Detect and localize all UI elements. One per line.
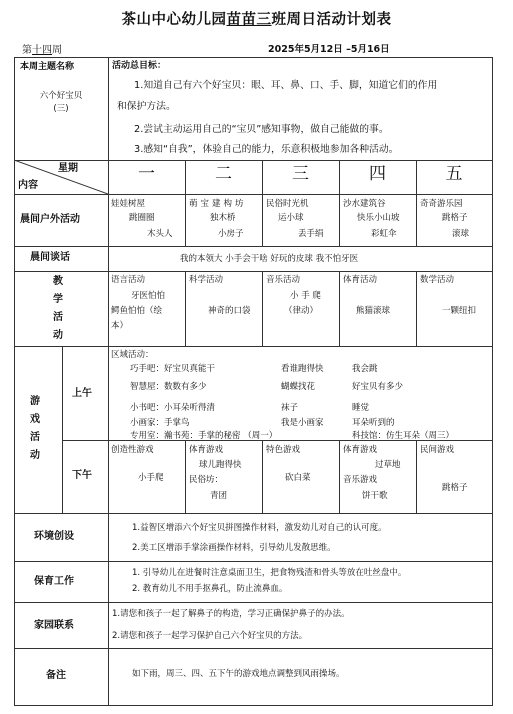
care-label: 保育工作 [34, 576, 74, 587]
area-item: 我是小画家 [281, 418, 324, 428]
teaching-tue: 神奇的口袋 [208, 306, 251, 316]
col-line [262, 440, 263, 513]
area-item: 耳朵听到的 [352, 418, 395, 428]
pm-fri: 民间游戏 [420, 445, 455, 455]
col-line [185, 440, 186, 513]
games-label-char: 戏 [30, 414, 40, 425]
area-item: 专用室：瀚书苑：手掌的秘密 （周一） [130, 431, 278, 441]
col-line [492, 57, 493, 705]
games-label-char: 游 [30, 396, 40, 407]
pm-tue: 球儿跑得快 [199, 460, 242, 470]
row-line [14, 346, 493, 347]
theme-label: 本周主题名称 [20, 62, 75, 72]
area-item: 小画家：手掌鸟 [130, 418, 190, 428]
outdoor-thu: 快乐小山坡 [357, 213, 400, 223]
row-line [14, 561, 493, 562]
area-item: 智慧屋：数数有多少 [130, 382, 207, 392]
outdoor-fri: 奇奇游乐园 [420, 199, 463, 209]
family-label: 家园联系 [34, 620, 74, 631]
teaching-mon: 本） [111, 321, 129, 331]
area-item: 看谁跑得快 [281, 364, 324, 374]
pm-thu: 饼干歌 [362, 491, 388, 501]
row-line [14, 602, 493, 603]
outdoor-tue: 小房子 [218, 229, 244, 239]
games-label-char: 活 [30, 432, 40, 443]
pm-fri: 跳格子 [442, 483, 468, 493]
title-school: 茶山中心幼儿园 [121, 11, 227, 28]
outdoor-fri: 跳格子 [442, 213, 468, 223]
pm-thu: 过草地 [375, 460, 401, 470]
col-line [416, 271, 417, 346]
week-prefix: 第 [22, 45, 32, 56]
row-line [14, 194, 493, 195]
weekday-label: 星期 [58, 163, 78, 174]
pm-mon: 小手爬 [138, 473, 164, 483]
outdoor-fri: 滚球 [452, 229, 470, 239]
pm-wed: 砍白菜 [285, 473, 311, 483]
area-item: 袜子 [281, 403, 299, 413]
teaching-wed: （律动） [284, 306, 319, 316]
outdoor-mon: 娃娃树屋 [111, 199, 146, 209]
teaching-wed: 小 手 爬 [290, 291, 321, 301]
area-item: 巧手吧：好宝贝真能干 [130, 364, 216, 374]
teaching-mon: 鳄鱼怕怕（绘 [111, 306, 163, 316]
afternoon-label: 下午 [72, 470, 92, 481]
family-line: 1.请您和孩子一起了解鼻子的构造，学习正确保护鼻子的办法。 [112, 609, 350, 619]
outdoor-wed: 民俗时光机 [266, 199, 309, 209]
family-line: 2.请您和孩子一起学习保护自己六个好宝贝的方法。 [112, 631, 308, 641]
pm-tue: 体育游戏 [189, 445, 224, 455]
pm-thu: 体育游戏 [343, 445, 378, 455]
area-item: 科技馆：仿生耳朵（周三） [352, 431, 455, 441]
row-line [14, 57, 493, 58]
outdoor-mon: 木头人 [147, 229, 173, 239]
teaching-fri: 一颗纽扣 [442, 306, 477, 316]
teaching-mon: 语言活动 [111, 275, 146, 285]
outdoor-mon: 跳圈圈 [129, 213, 155, 223]
outdoor-label: 晨间户外活动 [20, 214, 80, 225]
pm-wed: 特色游戏 [266, 445, 301, 455]
plan-title [0, 8, 513, 29]
col-line [185, 271, 186, 346]
pm-thu: 音乐游戏 [343, 475, 378, 485]
goal-line: 2.尝试主动运用自己的“宝贝”感知事物，做自己能做的事。 [134, 124, 389, 135]
outdoor-thu: 沙水建筑谷 [343, 199, 386, 209]
care-line: 2. 教育幼儿不用手抠鼻孔，防止流鼻血。 [132, 584, 288, 594]
environment-label: 环境创设 [34, 531, 74, 542]
row-line [14, 705, 493, 706]
day-mon: 一 [138, 164, 155, 184]
outdoor-wed: 丢手绢 [298, 229, 324, 239]
week-number [22, 41, 62, 56]
environment-line: 2.美工区增添手掌涂画操作材料，引导幼儿发散思维。 [132, 543, 336, 553]
area-item: 睡觉 [352, 403, 370, 413]
col-line [339, 271, 340, 346]
outdoor-wed: 运小球 [278, 213, 304, 223]
day-tue: 二 [215, 164, 232, 184]
pm-tue: 青团 [210, 491, 228, 501]
care-line: 1. 引导幼儿在进餐时注意桌面卫生，把食物残渣和骨头等放在吐丝盘中。 [132, 568, 407, 578]
teaching-mon: 牙医怕怕 [131, 291, 166, 301]
teaching-thu: 熊猫滚球 [356, 306, 391, 316]
date-range: 2025年5月12日 –5月16日 [268, 44, 390, 55]
day-thu: 四 [369, 164, 386, 184]
title-class: 苗苗三 [226, 11, 272, 28]
theme-name: 六个好宝贝 [39, 91, 83, 101]
talk-content: 我的本领大 小手会干啥 好玩的皮球 我不怕牙医 [180, 254, 359, 264]
area-item: 好宝贝有多少 [352, 382, 404, 392]
title-suffix: 班周日活动计划表 [271, 11, 392, 28]
teaching-fri: 数学活动 [420, 275, 455, 285]
row-line [14, 246, 493, 247]
content-label: 内容 [18, 180, 38, 191]
goals-label: 活动总目标： [112, 61, 167, 71]
environment-line: 1.益智区增添六个好宝贝拼图操作材料，激发幼儿对自己的认可度。 [132, 523, 387, 533]
games-label-char: 动 [30, 450, 40, 461]
row-line [14, 648, 493, 649]
pm-tue: 民俗坊： [189, 475, 224, 485]
row-line [14, 513, 493, 514]
morning-label: 上午 [72, 388, 92, 399]
teaching-label-char: 动 [53, 330, 63, 341]
teaching-tue: 科学活动 [189, 275, 224, 285]
area-item: 小书吧：小耳朵听得清 [130, 403, 216, 413]
teaching-label-char: 教 [53, 276, 63, 287]
pm-mon: 创造性游戏 [111, 445, 154, 455]
theme-sub: (三) [53, 104, 69, 114]
areas-label: 区域活动： [111, 350, 154, 360]
goal-line: 3.感知“自我”，体验自己的能力，乐意积极地参加各种活动。 [134, 144, 399, 155]
remarks-content: 如下雨，周三、四、五下午的游戏地点调整到风雨操场。 [132, 669, 345, 679]
goal-line: 1.知道自己有六个好宝贝：眼、耳、鼻、口、手、脚，知道它们的作用 [134, 80, 438, 91]
remarks-label: 备注 [46, 670, 66, 681]
goal-line: 和保护方法。 [117, 101, 176, 112]
col-line [416, 440, 417, 513]
col-line [62, 346, 63, 513]
area-item: 蝴蝶找花 [281, 382, 316, 392]
day-fri: 五 [445, 164, 463, 184]
outdoor-tue: 萌宝建构坊 [189, 199, 247, 209]
col-line [262, 271, 263, 346]
teaching-label-char: 活 [53, 312, 63, 323]
teaching-wed: 音乐活动 [266, 275, 301, 285]
col-line [108, 57, 109, 705]
week-suffix: 周 [52, 45, 62, 56]
outdoor-thu: 彩虹伞 [371, 229, 397, 239]
area-item: 我会跳 [352, 364, 378, 374]
day-wed: 三 [292, 164, 309, 184]
talk-label: 晨间谈话 [30, 252, 70, 263]
row-line [14, 271, 493, 272]
col-line [339, 440, 340, 513]
teaching-thu: 体育活动 [343, 275, 378, 285]
outdoor-tue: 独木桥 [210, 213, 236, 223]
week-num: 十四 [32, 45, 52, 56]
col-line [14, 57, 15, 705]
teaching-label-char: 学 [53, 294, 63, 305]
